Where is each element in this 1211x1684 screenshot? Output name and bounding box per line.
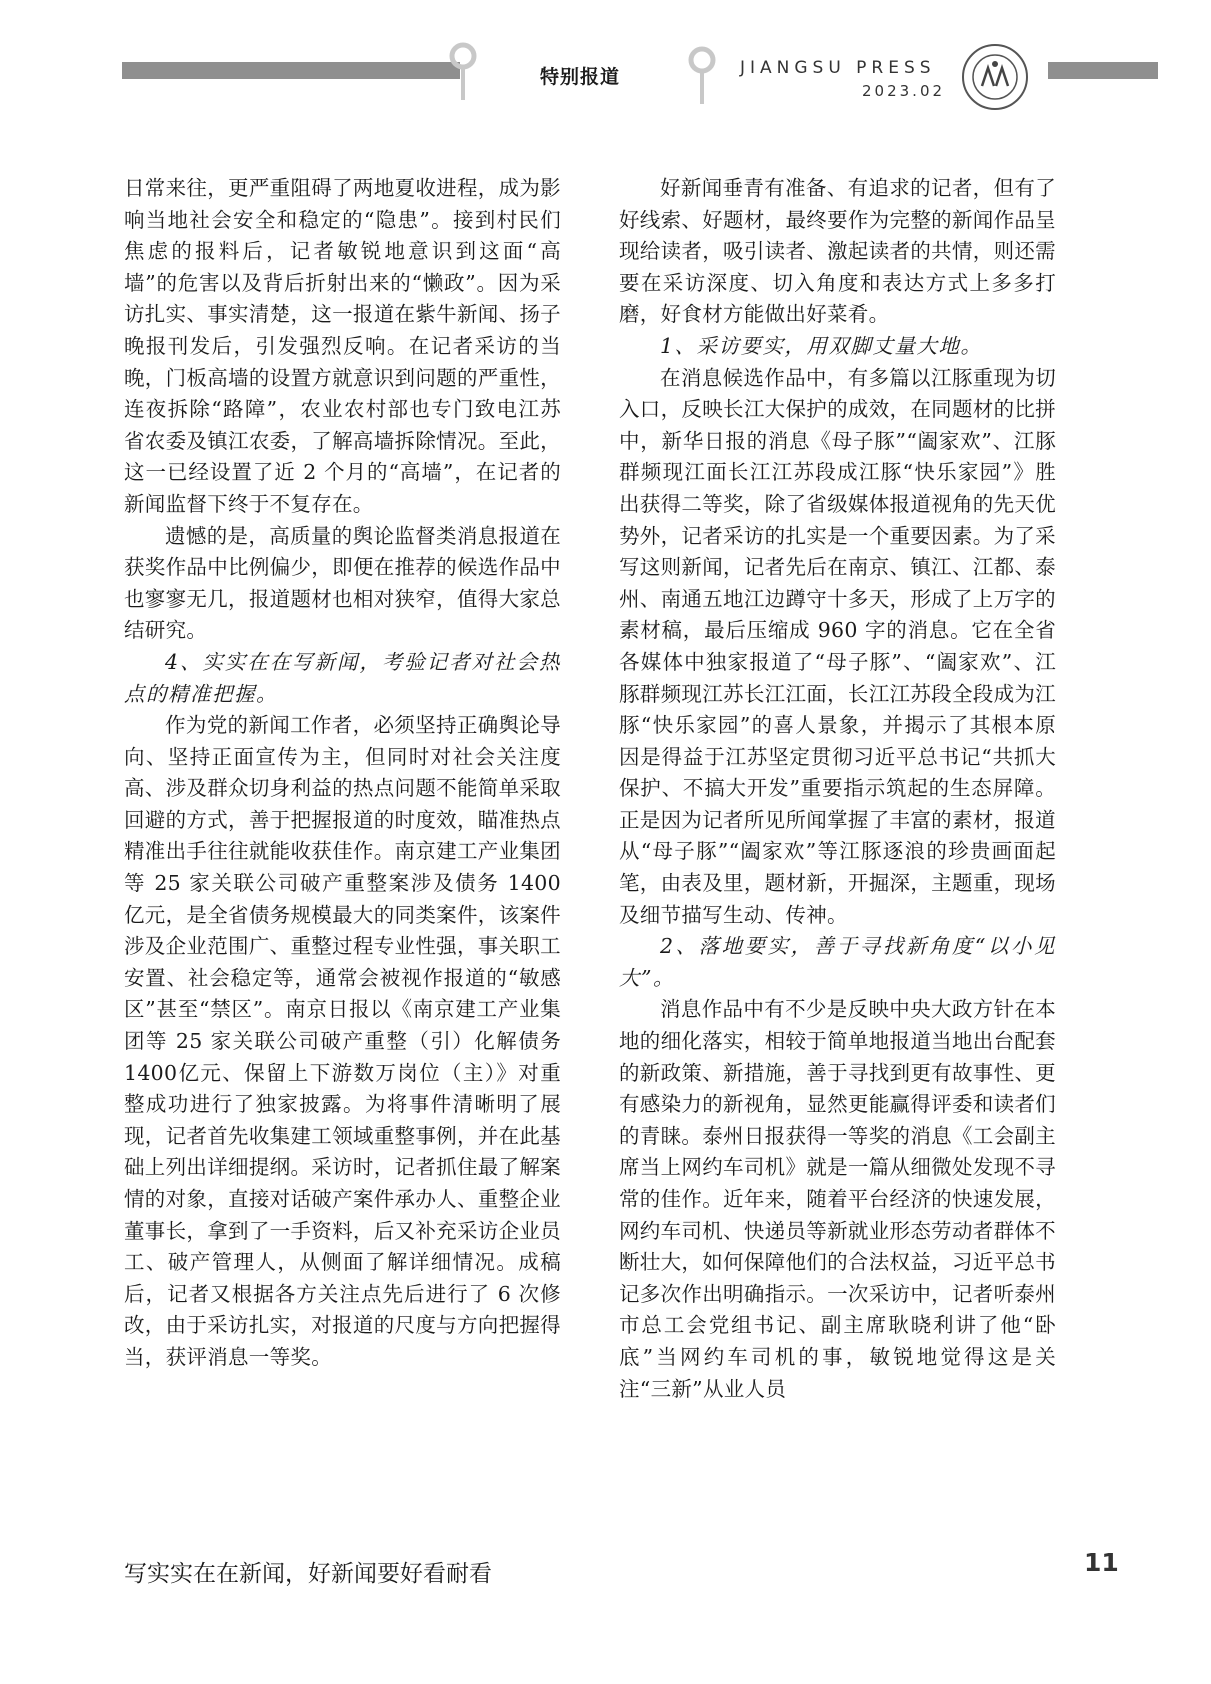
subheading: 2、落地要实，善于寻找新角度“以小见大”。 xyxy=(619,934,1056,990)
paragraph: 日常来往，更严重阻碍了两地夏收进程，成为影响当地社会安全和稳定的“隐患”。接到村民们焦虑的报料后，记者敏锐地意识到这面“高墙”的危害以及背后折射出来的“懒政”。因为采访扎实、事实清楚，这一报道在紫牛新闻、扬子晚报刊发后，引发强烈反响。在记者采访的当晚，门板高墙的设置方就意识到问题的严重性，连夜拆除“路障”，农业农村部也专门致电江苏省农委及镇江农委，了解高墙拆除情况。至此，这一已经设置了近 2 个月的“高墙”，在记者的新闻监督下终于不复存在。 xyxy=(124,176,561,516)
paragraph: 作为党的新闻工作者，必须坚持正确舆论导向、坚持正面宣传为主，但同时对社会关注度高、涉及群众切身利益的热点问题不能简单采取回避的方式，善于把握报道的时度效，瞄准热点精准出手往往就能收获佳作。南京建工产业集团等 25 家关联公司破产重整案涉及债务 1400 亿元，是全省债务规模最大的同类案件，该案件涉及企业范围广、重整过程专业性强，事关职工安置、社会稳定等，通常会被视作报道的“敏感区”甚至“禁区”。南京日报以《南京建工产业集团等 25 家关联公司破产重整（引）化解债务 1400亿元、保留上下游数万岗位（主）》对重整成功进行了独家披露。为将事件清晰明了展现，记者首先收集建工领域重整事例，并在此基础上列出详细提纲。采访时，记者抓住最了解案情的对象，直接对话破产案件承办人、重整企业董事长，拿到了一手资料，后又补充采访企业员工、破产管理人，从侧面了解详细情况。成稿后，记者又根据各方关注点先后进行了 6 次修改，由于采访扎实，对报道的尺度与方向把握得当，获评消息一等奖。 xyxy=(124,713,561,1369)
location-pin-icon xyxy=(448,42,478,104)
section-heading: 写实实在在新闻，好新闻要好看耐看 xyxy=(124,1561,492,1587)
emblem-logo xyxy=(960,42,1030,112)
left-column xyxy=(124,173,561,1374)
issue-date: 2023.02 xyxy=(862,82,946,100)
paragraph: 遗憾的是，高质量的舆论监督类消息报道在获奖作品中比例偏少，即便在推荐的候选作品中也寥寥无几，报道题材也相对狭窄，值得大家总结研究。 xyxy=(124,523,561,643)
subheading: 4、实实在在写新闻，考验记者对社会热点的精准把握。 xyxy=(124,649,561,706)
paragraph: 消息作品中有不少是反映中央大政方针在本地的细化落实，相较于简单地报道当地出台配套的新政策、新措施，善于寻找到更有故事性、更有感染力的新视角，显然更能赢得评委和读者们的青睐。泰州日报获得一等奖的消息《工会副主席当上网约车司机》就是一篇从细微处发现不寻常的佳作。近年来，随着平台经济的快速发展，网约车司机、快递员等新就业形态劳动者群体不断壮大，如何保障他们的合法权益，习近平总书记多次作出明确指示。一次采访中，记者听泰州市总工会党组书记、副主席耿晓利讲了他“卧底”当网约车司机的事，敏锐地觉得这是关注“三新”从业人员 xyxy=(619,997,1056,1401)
paragraph: 好新闻垂青有准备、有追求的记者，但有了好线索、好题材，最终要作为完整的新闻作品呈现给读者，吸引读者、激起读者的共情，则还需要在采访深度、切入角度和表达方式上多多打磨，好食材方能做出好菜肴。 xyxy=(619,176,1056,327)
right-column xyxy=(619,173,1056,1405)
paragraph: 在消息候选作品中，有多篇以江豚重现为切入口，反映长江大保护的成效，在同题材的比拼中，新华日报的消息《母子豚”“阖家欢”、江豚群频现江面长江江苏段成江豚“快乐家园”》胜出获得二等奖，除了省级媒体报道视角的先天优势外，记者采访的扎实是一个重要因素。为了采写这则新闻，记者先后在南京、镇江、江都、泰州、南通五地江边蹲守十多天，形成了上万字的素材稿，最后压缩成 960 字的消息。它在全省各媒体中独家报道了“母子豚”、“阖家欢”、江豚群频现江苏长江江面，长江江苏段全段成为江豚“快乐家园”的喜人景象，并揭示了其根本原因是得益于江苏坚定贯彻习近平总书记“共抓大保护、不搞大开发”重要指示筑起的生态屏障。正是因为记者所见所闻掌握了丰富的素材，报道从“母子豚”“阖家欢”等江豚逐浪的珍贵画面起笔，由表及里，题材新，开掘深，主题重，现场及细节描写生动、传神。 xyxy=(619,365,1056,927)
header-bar-left xyxy=(122,62,460,79)
brand-name: JIANGSU PRESS xyxy=(740,58,936,78)
subheading: 1、采访要实，用双脚丈量大地。 xyxy=(660,333,983,358)
header-bar-right xyxy=(1048,62,1158,79)
location-pin-icon xyxy=(687,46,717,108)
page-number: 11 xyxy=(1084,1548,1119,1577)
section-title: 特别报道 xyxy=(540,66,621,88)
